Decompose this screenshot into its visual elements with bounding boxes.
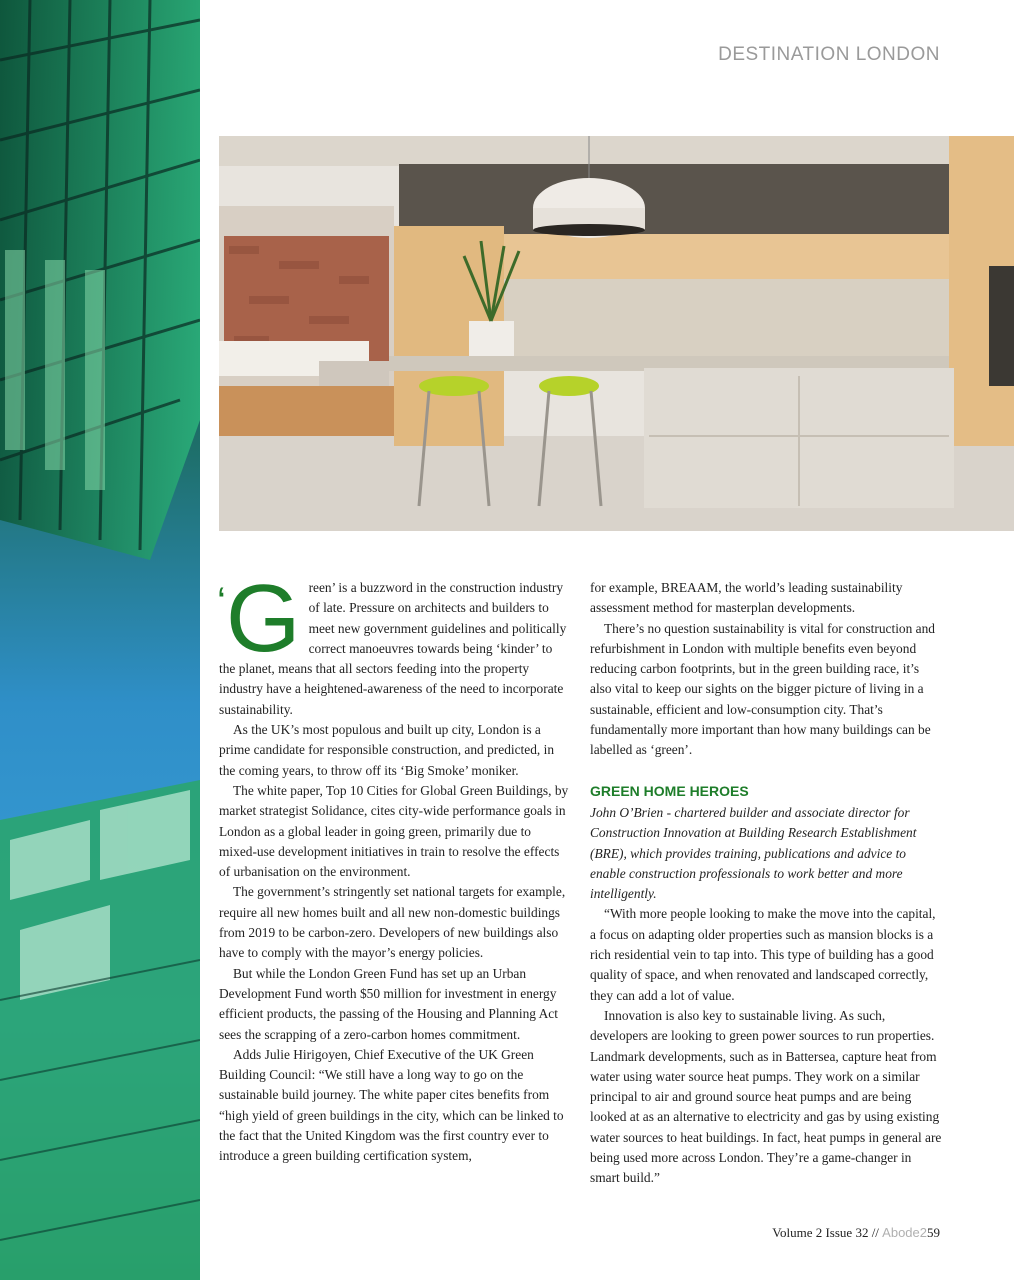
body-paragraph: Innovation is also key to sustainable living. As such, developers are looking to green power sources to run properties. Landmark developments, such as in Battersea, capture heat from water using water source heat pumps. They work on a similar principal to air and ground source heat pumps and are being looked at as an alternative to electricity and gas by using existing water sources to heat buildings. In fact, heat pumps in general are being used more across London. They’re a game-changer in smart build.” <box>590 1007 942 1186</box>
page-footer <box>772 1225 940 1241</box>
kitchen-photo <box>219 136 1014 531</box>
body-paragraph: Adds Julie Hirigoyen, Chief Executive of the UK Green Building Council: “We still have a long way to go on the sustainable build journey. The white paper cites benefits from “high yield of green buildings in the city, which can be linked to the fact that the United Kingdom was the first country ever to introduce a green building certification system, <box>219 1046 564 1164</box>
section-header: DESTINATION LONDON <box>718 44 940 65</box>
article-column-left <box>217 565 571 1167</box>
building-photo <box>0 0 200 1280</box>
body-paragraph: “With more people looking to make the move into the capital, a focus on adapting older properties such as mansion blocks is a rich residential vein to tap into. This type of building has a good quality of space, and when renovated and landscaped correctly, they can add a lot of value. <box>590 906 936 1003</box>
body-paragraph: for example, BREAAM, the world’s leading sustainability assessment method for masterplan developments. <box>590 580 903 616</box>
dropcap: ‘G <box>217 565 301 672</box>
lead-paragraph: ‘G reen’ is a buzzword in the construction industry of late. Pressure on architects and builders to meet new government guidelines and politically correct manoeuvres towards being ‘kinder’ to the planet, means that all sectors feeding into the property industry have a heightened-awareness of the need to incorporate sustainability. <box>217 565 567 717</box>
section-subheading: GREEN HOME HEROES <box>590 782 749 799</box>
body-paragraph: But while the London Green Fund has set up an Urban Development Fund worth $50 million for investment in energy efficient products, the passing of the Housing and Planning Act sees the scrapping of a zero-carbon homes commitment. <box>219 965 558 1042</box>
body-paragraph: As the UK’s most populous and built up city, London is a prime candidate for responsible construction, and predicted, in the coming years, to throw off its ‘Big Smoke’ moniker. <box>219 722 555 778</box>
issue-label: Volume 2 Issue 32 // <box>772 1225 879 1240</box>
page-number: 59 <box>927 1225 940 1240</box>
body-paragraph: The white paper, Top 10 Cities for Global Green Buildings, by market strategist Solidance, cites city-wide performance goals in London as a global leader in going green, primarily due to mixed-use development initiatives in train to resolve the effects of urbanisation on the environment. <box>219 782 569 880</box>
intro-paragraph: John O’Brien - chartered builder and associate director for Construction Innovation at Building Research Establishment (BRE), which provides training, publications and advice to enable construction professionals to work better and more intelligently. <box>590 804 917 902</box>
body-paragraph: There’s no question sustainability is vital for construction and refurbishment in London with multiple benefits even beyond reducing carbon footprints, but in the green building race, it’s also vital to keep our sights on the bigger picture of living in a sustainable, efficient and low-consumption city. That’s fundamentally more important than how many buildings can be labelled as ‘green’. <box>590 620 935 758</box>
brand-name: Abode2 <box>882 1225 927 1240</box>
article-column-right <box>590 578 942 1189</box>
body-paragraph: The government’s stringently set national targets for example, require all new homes built and all new non-domestic buildings from 2019 to be carbon-zero. Developers of new buildings also have to comply with the mayor’s energy policies. <box>219 884 566 961</box>
